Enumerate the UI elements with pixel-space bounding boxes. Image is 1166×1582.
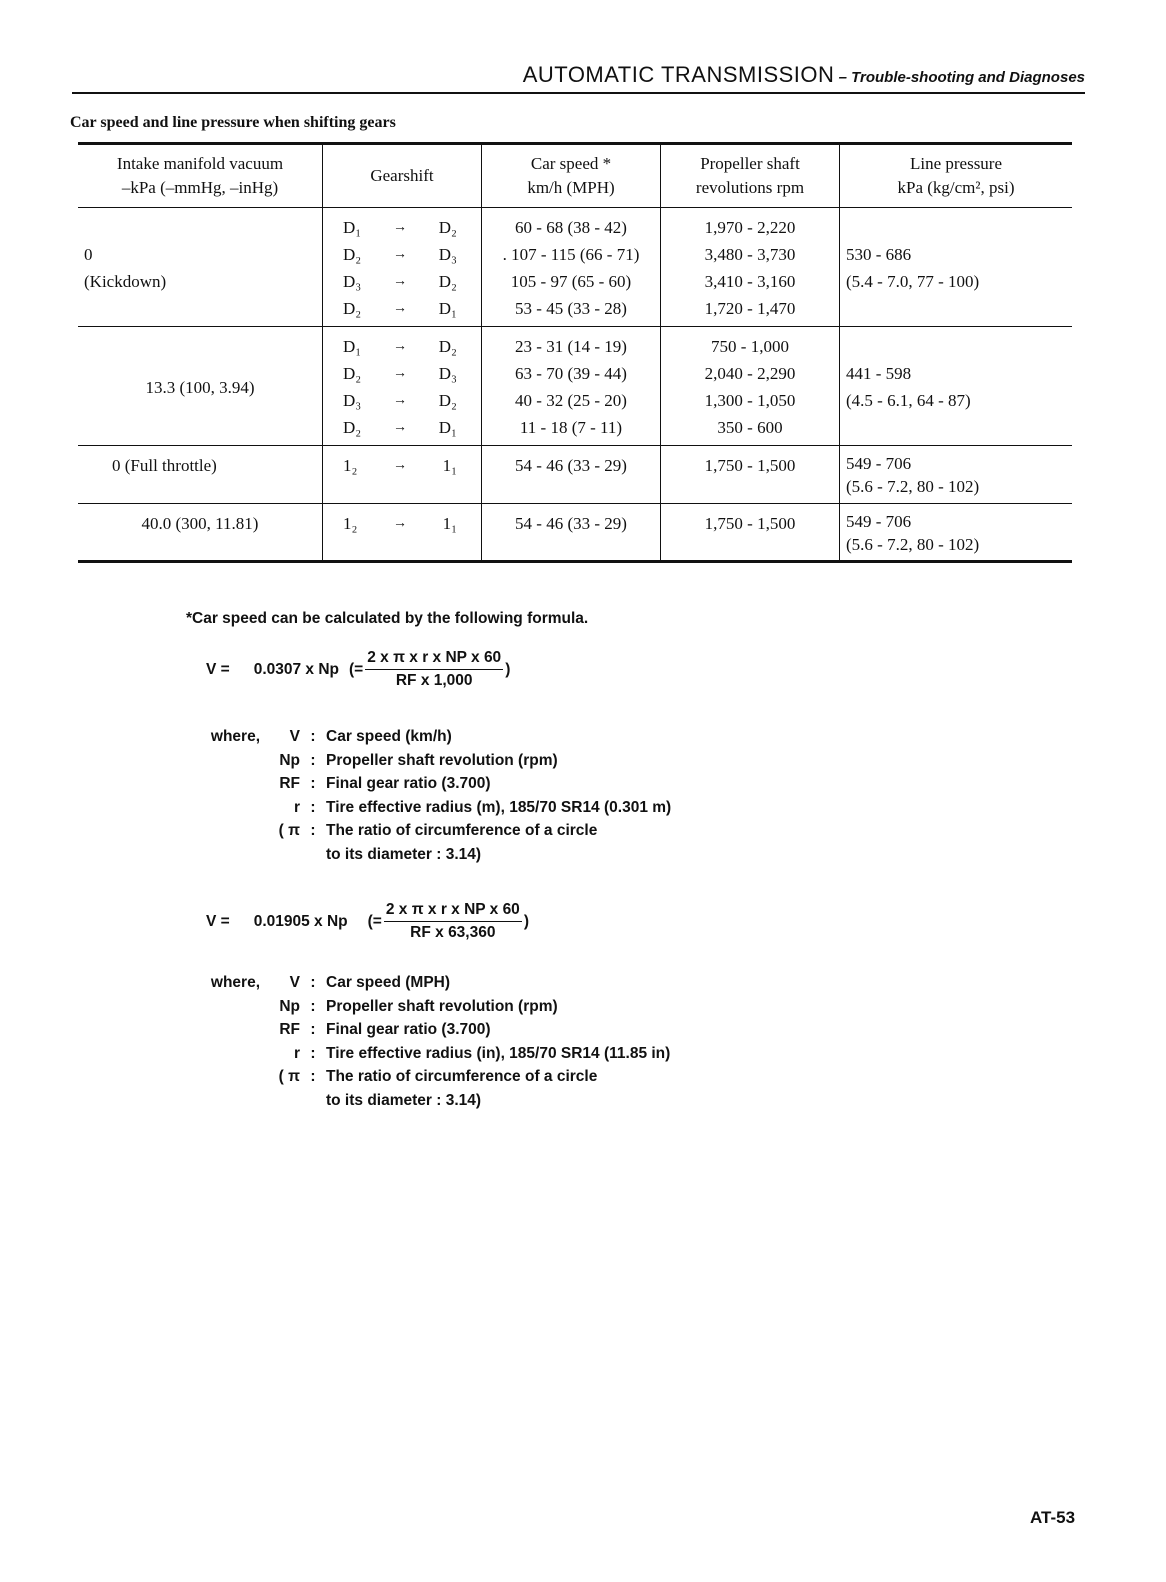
header-gearshift: Gearshift [323, 144, 482, 208]
header-car-speed [482, 144, 661, 208]
where-label [190, 1089, 260, 1113]
arrow-right-icon: → [393, 458, 407, 473]
where-symbol [260, 1089, 300, 1113]
header-car-speed-line1: Car speed * [530, 154, 612, 173]
car-speed-value: 63 - 70 (39 - 44) [515, 364, 627, 383]
arrow-right-icon: → [393, 420, 407, 435]
where-item [190, 1042, 670, 1066]
where-label [190, 995, 260, 1019]
section-title: Car speed and line pressure when shifting gears [70, 114, 396, 131]
gearshift-cell [323, 446, 482, 504]
arrow-right-icon: → [393, 516, 407, 531]
gear-to: D₂ [438, 337, 457, 356]
gear-shift [329, 241, 475, 268]
formula-fraction [365, 648, 503, 691]
where-symbol: ( π [278, 822, 300, 839]
vacuum-cell [78, 504, 323, 562]
gear-to: D₂ [438, 218, 457, 237]
formula-denominator: RF x 63,360 [410, 924, 496, 941]
where-desc: to its diameter : 3.14) [326, 845, 482, 863]
where-item [190, 843, 671, 867]
where-symbol: Np [279, 997, 300, 1015]
where-colon: : [310, 822, 316, 839]
car-speed-value: 53 - 45 (33 - 28) [515, 299, 627, 318]
where-item [190, 1018, 670, 1042]
line-pressure-units: (4.5 - 6.1, 64 - 87) [846, 391, 971, 410]
table-row [78, 208, 1072, 327]
revolutions-value: 1,720 - 1,470 [704, 299, 796, 318]
arrow-right-icon: → [393, 393, 407, 408]
formula-close: ) [505, 660, 511, 678]
where-label [190, 749, 260, 773]
gear-shift [329, 414, 475, 441]
where-symbol: RF [279, 775, 300, 792]
where-symbol [260, 843, 300, 867]
formula-open: (= [367, 912, 382, 930]
arrow-right-icon: → [393, 301, 407, 316]
where-colon: : [310, 997, 316, 1015]
where-colon: : [310, 751, 316, 769]
gear-to: 1₁ [442, 514, 457, 533]
revolutions-cell [661, 504, 840, 562]
where-label [190, 843, 260, 867]
where-colon: : [310, 1044, 316, 1062]
car-speed-value: 23 - 31 (14 - 19) [515, 337, 627, 356]
header-vacuum [78, 144, 323, 208]
where-label [190, 796, 260, 820]
where-desc: Tire effective radius (m), 185/70 SR14 (0.301 m) [326, 798, 672, 816]
gear-shift [329, 333, 475, 360]
vacuum-value: 40.0 (300, 11.81) [141, 514, 259, 533]
where-desc: Final gear ratio (3.700) [326, 1021, 491, 1038]
vacuum-cell [78, 446, 323, 504]
header-propeller-line2: revolutions rpm [695, 178, 805, 197]
vacuum-note: (Kickdown) [84, 272, 167, 291]
where-label: where, [210, 728, 260, 745]
line-pressure-value: 549 - 706 [846, 512, 912, 531]
table-header-row [78, 144, 1072, 208]
where-item [190, 772, 671, 796]
car-speed-value: 54 - 46 (33 - 29) [515, 514, 627, 533]
gear-from: D₂ [343, 299, 362, 318]
car-speed-cell [482, 208, 661, 327]
gear-to: D₃ [438, 364, 457, 383]
where-colon: : [310, 1068, 316, 1085]
where-item [190, 749, 671, 773]
line-pressure-cell [840, 504, 1073, 562]
formula-expr: 0.0307 x Np [253, 660, 340, 678]
gearshift-cell [323, 327, 482, 446]
header-propeller-line1: Propeller shaft [700, 154, 800, 173]
car-speed-cell [482, 446, 661, 504]
line-pressure-cell [840, 446, 1073, 504]
where-symbol: r [293, 1044, 300, 1062]
line-pressure-value: 530 - 686 [846, 245, 912, 264]
header-main-title: AUTOMATIC TRANSMISSION [522, 62, 835, 87]
header-line-pressure [840, 144, 1073, 208]
where-symbol: r [293, 798, 300, 816]
car-speed-value: 60 - 68 (38 - 42) [515, 218, 627, 237]
car-speed-cell [482, 504, 661, 562]
where-desc: Car speed (km/h) [326, 728, 452, 745]
revolutions-value: 1,970 - 2,220 [704, 218, 796, 237]
page-header [72, 58, 1085, 94]
header-car-speed-line2: km/h (MPH) [527, 178, 615, 197]
header-line-pressure-line2: kPa (kg/cm², psi) [897, 178, 1015, 197]
gear-shift [329, 214, 475, 241]
where-colon: : [310, 775, 316, 792]
table-row [78, 504, 1072, 562]
where-list-metric [190, 725, 671, 866]
where-desc: Final gear ratio (3.700) [326, 775, 491, 792]
gear-shift [329, 360, 475, 387]
gear-to: D₂ [438, 272, 457, 291]
gearshift-cell [323, 504, 482, 562]
revolutions-value: 3,410 - 3,160 [704, 272, 796, 291]
revolutions-value: 2,040 - 2,290 [704, 364, 796, 383]
where-desc: The ratio of circumference of a circle [326, 822, 598, 839]
header-vacuum-line2: –kPa (–mmHg, –inHg) [121, 178, 279, 197]
where-colon: : [310, 974, 316, 991]
formula-fraction [384, 900, 522, 943]
arrow-right-icon: → [393, 366, 407, 381]
line-pressure-units: (5.6 - 7.2, 80 - 102) [846, 477, 980, 496]
where-item [190, 725, 671, 749]
where-desc: Propeller shaft revolution (rpm) [326, 997, 558, 1015]
vacuum-value: 13.3 (100, 3.94) [145, 377, 255, 397]
line-pressure-cell [840, 327, 1073, 446]
car-speed-value: 40 - 32 (25 - 20) [515, 391, 627, 410]
gear-to: D₃ [438, 245, 457, 264]
where-desc: Car speed (MPH) [326, 974, 451, 991]
formula-close: ) [523, 912, 529, 930]
formula-denominator: RF x 1,000 [395, 672, 473, 689]
gear-from: D₁ [343, 218, 362, 237]
header-title [523, 62, 1085, 88]
gear-from: 1₂ [343, 514, 358, 533]
revolutions-value: 1,300 - 1,050 [704, 391, 796, 410]
where-label [190, 772, 260, 796]
formula-lhs: V = [206, 912, 230, 930]
car-speed-value: 11 - 18 (7 - 11) [519, 418, 623, 437]
line-pressure-units: (5.6 - 7.2, 80 - 102) [846, 535, 980, 554]
header-line-pressure-line1: Line pressure [909, 154, 1003, 173]
line-pressure-value: 549 - 706 [846, 454, 912, 473]
arrow-right-icon: → [393, 274, 407, 289]
formula-expr: 0.01905 x Np [253, 912, 348, 930]
vacuum-cell [78, 208, 323, 327]
car-speed-cell [482, 327, 661, 446]
where-item [190, 995, 670, 1019]
line-pressure-value: 441 - 598 [846, 364, 912, 383]
where-list-imperial [190, 971, 670, 1112]
revolutions-value: 350 - 600 [717, 418, 783, 437]
revolutions-value: 3,480 - 3,730 [704, 245, 796, 264]
where-label [190, 819, 260, 843]
line-pressure-units: (5.4 - 7.0, 77 - 100) [846, 272, 980, 291]
formula-metric [206, 648, 510, 691]
gear-shift [329, 452, 475, 479]
where-label [190, 1018, 260, 1042]
revolutions-cell [661, 327, 840, 446]
arrow-right-icon: → [393, 220, 407, 235]
where-colon-blank [300, 1089, 326, 1113]
where-label: where, [210, 974, 260, 991]
where-item [190, 819, 671, 843]
where-item [190, 1065, 670, 1089]
gear-from: D₂ [343, 418, 362, 437]
table-row [78, 446, 1072, 504]
car-speed-value: 105 - 97 (65 - 60) [510, 272, 632, 291]
formula-note: *Car speed can be calculated by the following formula. [186, 610, 589, 627]
gear-to: D₂ [438, 391, 457, 410]
gear-from: D₁ [343, 337, 362, 356]
revolutions-value: 1,750 - 1,500 [704, 456, 796, 475]
gear-shift [329, 387, 475, 414]
where-symbol: ( π [278, 1068, 300, 1085]
arrow-right-icon: → [393, 339, 407, 354]
header-vacuum-line1: Intake manifold vacuum [116, 154, 284, 173]
vacuum-value: 0 [84, 245, 93, 264]
gear-from: D₂ [343, 364, 362, 383]
where-label [190, 1065, 260, 1089]
revolutions-cell [661, 208, 840, 327]
header-subtitle: – Trouble-shooting and Diagnoses [834, 69, 1085, 86]
where-colon: : [310, 798, 316, 816]
where-item [190, 1089, 670, 1113]
car-speed-value: . 107 - 115 (66 - 71) [502, 245, 640, 264]
arrow-right-icon: → [393, 247, 407, 262]
formula-lhs: V = [206, 660, 230, 678]
where-symbol: Np [279, 751, 300, 769]
gear-to: D₁ [438, 418, 457, 437]
revolutions-value: 750 - 1,000 [711, 337, 789, 356]
formula-imperial [206, 900, 529, 943]
gear-to: 1₁ [442, 456, 457, 475]
gear-shift [329, 268, 475, 295]
gear-to: D₁ [438, 299, 457, 318]
where-item [190, 971, 670, 995]
table-row [78, 327, 1072, 446]
where-desc: The ratio of circumference of a circle [326, 1068, 598, 1085]
where-symbol: V [289, 974, 300, 991]
where-desc: Tire effective radius (in), 185/70 SR14 (11.85 in) [326, 1044, 671, 1062]
gear-shift [329, 510, 475, 537]
gear-from: D₃ [343, 391, 362, 410]
gear-from: D₃ [343, 272, 362, 291]
gear-from: 1₂ [343, 456, 358, 475]
vacuum-value: 0 (Full throttle) [112, 456, 217, 475]
car-speed-value: 54 - 46 (33 - 29) [515, 456, 627, 475]
gear-shift [329, 295, 475, 322]
where-colon: : [310, 728, 316, 745]
where-desc: to its diameter : 3.14) [326, 1091, 482, 1109]
formula-numerator: 2 x π x r x NP x 60 [384, 900, 522, 922]
shift-spec-table [78, 142, 1072, 563]
vacuum-cell [78, 327, 323, 446]
where-item [190, 796, 671, 820]
page-number: AT-53 [1030, 1508, 1076, 1527]
where-colon: : [310, 1021, 316, 1038]
formula-numerator: 2 x π x r x NP x 60 [365, 648, 503, 670]
where-desc: Propeller shaft revolution (rpm) [326, 751, 558, 769]
revolutions-cell [661, 446, 840, 504]
header-propeller [661, 144, 840, 208]
where-label [190, 1042, 260, 1066]
gearshift-cell [323, 208, 482, 327]
where-symbol: V [289, 728, 300, 745]
revolutions-value: 1,750 - 1,500 [704, 514, 796, 533]
line-pressure-cell [840, 208, 1073, 327]
where-colon-blank [300, 843, 326, 867]
gear-from: D₂ [343, 245, 362, 264]
formula-open: (= [349, 660, 364, 678]
where-symbol: RF [279, 1021, 300, 1038]
